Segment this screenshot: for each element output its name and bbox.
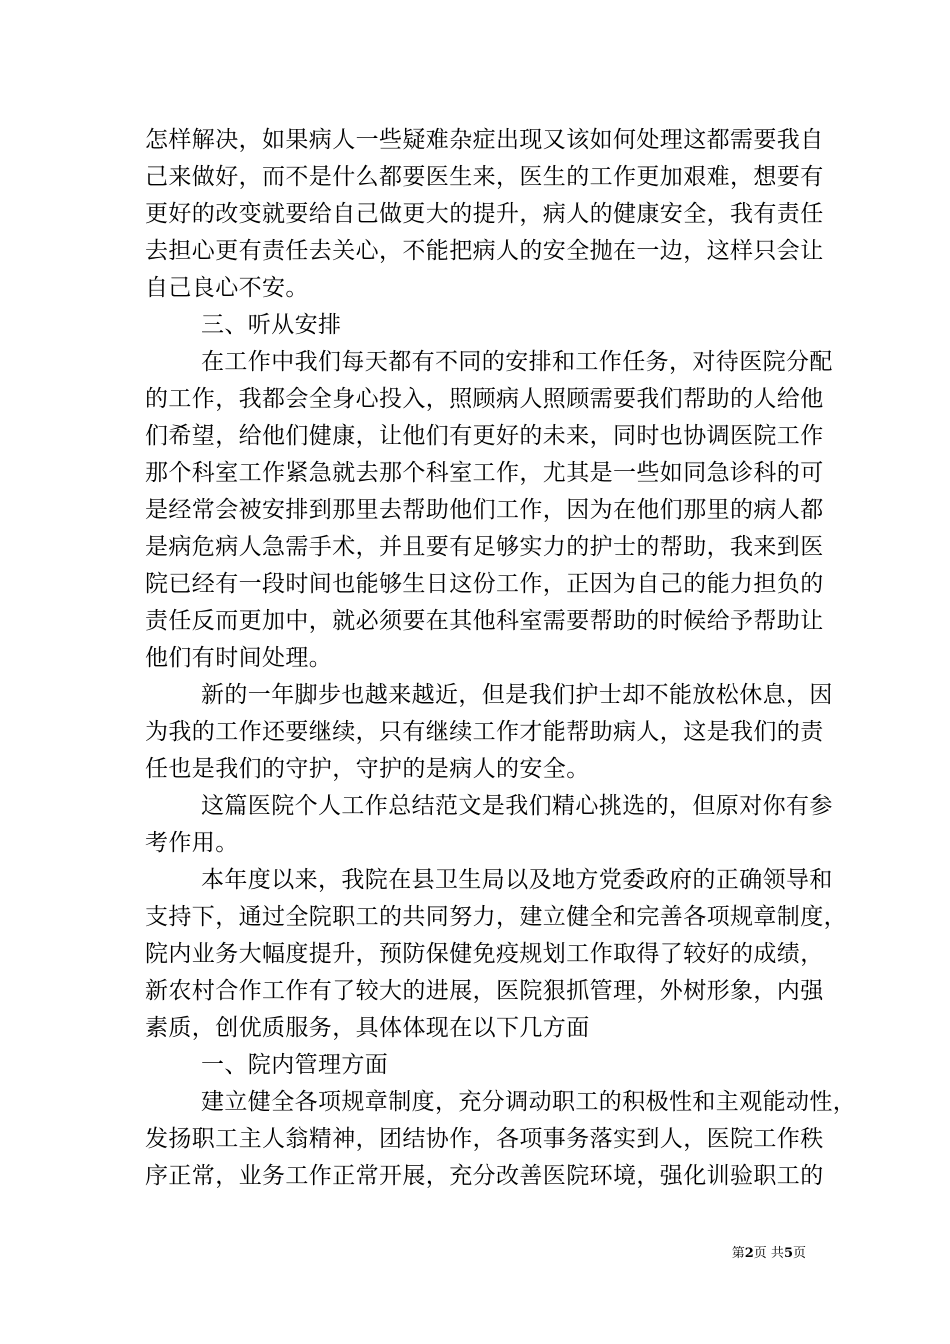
page-number-middle: 页 共 (753, 1246, 784, 1261)
text-line: 是病危病人急需手术，并且要有足够实力的护士的帮助，我来到医 (145, 534, 824, 560)
text-line: 是经常会被安排到那里去帮助他们工作，因为在他们那里的病人都 (145, 497, 824, 523)
text-line: 自己良心不安。 (145, 275, 309, 301)
paragraph (145, 677, 833, 788)
text-line: 支持下，通过全院职工的共同努力，建立健全和完善各项规章制度， (145, 904, 847, 930)
paragraph (145, 788, 833, 862)
text-line: 怎样解决，如果病人一些疑难杂症出现又该如何处理这都需要我自 (145, 127, 824, 153)
text-line: 他们有时间处理。 (145, 645, 333, 671)
text-line: 们希望，给他们健康，让他们有更好的未来，同时也协调医院工作 (145, 423, 824, 449)
text-line: 新的一年脚步也越来越近，但是我们护士却不能放松休息，因 (201, 682, 833, 708)
text-line: 建立健全各项规章制度，充分调动职工的积极性和主观能动性， (201, 1089, 857, 1115)
page-footer (732, 1246, 806, 1262)
text-line: 任也是我们的守护，守护的是病人的安全。 (145, 756, 590, 782)
section-heading (145, 307, 815, 344)
page-number-prefix: 第 (731, 1246, 745, 1261)
heading-text: 一、院内管理方面 (201, 1052, 389, 1078)
text-line: 去担心更有责任去关心，不能把病人的安全抛在一边，这样只会让 (145, 238, 824, 264)
paragraph (145, 344, 833, 677)
text-line: 在工作中我们每天都有不同的安排和工作任务，对待医院分配 (201, 349, 833, 375)
text-line: 新农村合作工作有了较大的进展，医院狠抓管理，外树形象，内强 (145, 978, 824, 1004)
text-line: 这篇医院个人工作总结范文是我们精心挑选的，但原对你有参 (201, 793, 833, 819)
heading-text: 三、听从安排 (201, 312, 342, 338)
text-line: 院内业务大幅度提升，预防保健免疫规划工作取得了较好的成绩， (145, 941, 824, 967)
text-line: 那个科室工作紧急就去那个科室工作，尤其是一些如同急诊科的可 (145, 460, 824, 486)
paragraph (145, 1084, 857, 1195)
page-number-suffix: 页 (792, 1246, 806, 1261)
text-line: 序正常，业务工作正常开展，充分改善医院环境，强化训验职工的 (145, 1163, 824, 1189)
section-heading (145, 1047, 815, 1084)
current-page-number: 2 (744, 1246, 754, 1261)
text-line: 考作用。 (145, 830, 239, 856)
document-body (145, 122, 857, 1195)
text-line: 责任反而更加中，就必须要在其他科室需要帮助的时候给予帮助让 (145, 608, 824, 634)
text-line: 素质，创优质服务，具体体现在以下几方面 (145, 1015, 590, 1041)
text-line: 为我的工作还要继续，只有继续工作才能帮助病人，这是我们的责 (145, 719, 824, 745)
text-line: 发扬职工主人翁精神，团结协作，各项事务落实到人，医院工作秩 (145, 1126, 824, 1152)
text-line: 院已经有一段时间也能够生日这份工作，正因为自己的能力担负的 (145, 571, 824, 597)
text-line: 本年度以来，我院在县卫生局以及地方党委政府的正确领导和 (201, 867, 833, 893)
text-line: 的工作，我都会全身心投入，照顾病人照顾需要我们帮助的人给他 (145, 386, 824, 412)
paragraph (145, 122, 824, 307)
paragraph (145, 862, 847, 1047)
text-line: 更好的改变就要给自己做更大的提升，病人的健康安全，我有责任 (145, 201, 824, 227)
text-line: 己来做好，而不是什么都要医生来，医生的工作更加艰难，想要有 (145, 164, 824, 190)
total-page-number: 5 (783, 1246, 793, 1261)
